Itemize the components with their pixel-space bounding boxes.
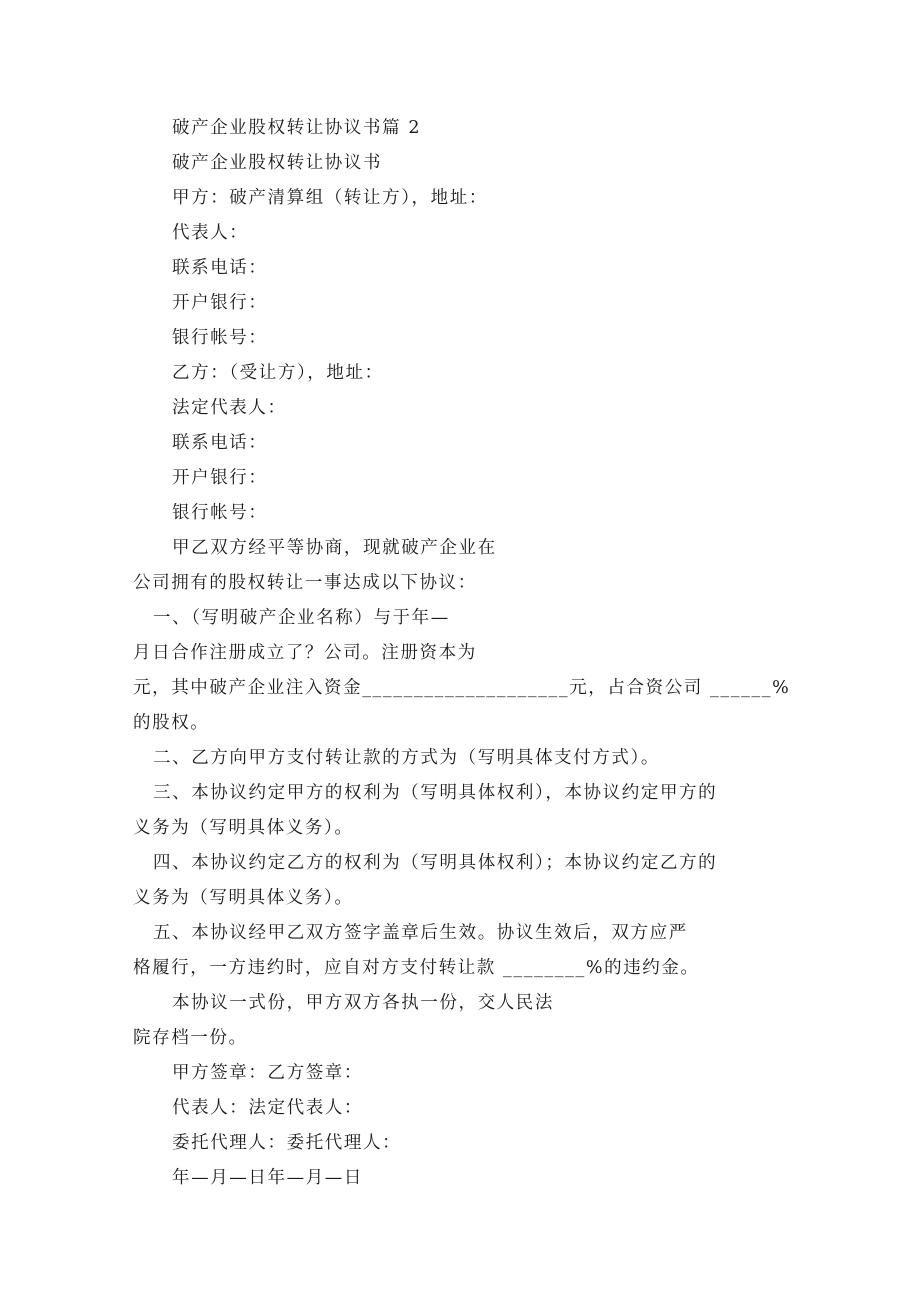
party-a-bank: 开户银行： — [172, 293, 268, 313]
document-heading: 破产企业股权转让协议书篇 2 — [172, 118, 422, 138]
signature-agent: 委托代理人：委托代理人： — [172, 1133, 402, 1153]
party-b-phone: 联系电话： — [172, 433, 268, 453]
signature-representative: 代表人：法定代表人： — [172, 1098, 363, 1118]
intro-line-1: 甲乙双方经平等协商，现就破产企业在 — [172, 538, 497, 558]
party-b-line: 乙方：（受让方），地址： — [172, 363, 384, 383]
clause-4-line-1: 四、本协议约定乙方的权利为（写明具体权利）；本协议约定乙方的 — [153, 853, 718, 873]
clause-3-line-2: 义务为（写明具体义务）。 — [133, 818, 354, 838]
party-a-representative: 代表人： — [172, 223, 249, 243]
party-a-line: 甲方：破产清算组（转让方），地址： — [172, 188, 488, 208]
clause-4-line-2: 义务为（写明具体义务）。 — [133, 888, 354, 908]
clause-1-line-3: 元，其中破产企业注入资金____________________元，占合资公司 ______% — [133, 678, 791, 698]
party-b-legal-rep: 法定代表人： — [172, 398, 287, 418]
document-title: 破产企业股权转让协议书 — [172, 153, 383, 173]
clause-2-line-1: 二、乙方向甲方支付转让款的方式为（写明具体支付方式）。 — [153, 748, 660, 768]
party-b-account: 银行帐号： — [172, 503, 268, 523]
clause-5-line-2: 格履行，一方违约时，应自对方支付转让款 ________%的违约金。 — [133, 958, 700, 978]
party-a-phone: 联系电话： — [172, 258, 268, 278]
party-a-account: 银行帐号： — [172, 328, 268, 348]
copies-line-1: 本协议一式份，甲方双方各执一份，交人民法 — [172, 993, 554, 1013]
clause-1-line-2: 月日合作注册成立了？公司。注册资本为 — [133, 643, 477, 663]
clause-3-line-1: 三、本协议约定甲方的权利为（写明具体权利），本协议约定甲方的 — [153, 783, 718, 803]
party-b-bank: 开户银行： — [172, 468, 268, 488]
clause-1-line-1: 一、（写明破产企业名称）与于年— — [153, 608, 450, 628]
clause-1-line-4: 的股权。 — [133, 713, 210, 733]
copies-line-2: 院存档一份。 — [133, 1028, 248, 1048]
intro-line-2: 公司拥有的股权转让一事达成以下协议： — [133, 573, 477, 593]
clause-5-line-1: 五、本协议经甲乙双方签字盖章后生效。协议生效后，双方应严 — [153, 923, 688, 943]
signature-seal: 甲方签章：乙方签章： — [172, 1063, 363, 1083]
signature-date: 年—月—日年—月—日 — [172, 1168, 363, 1188]
